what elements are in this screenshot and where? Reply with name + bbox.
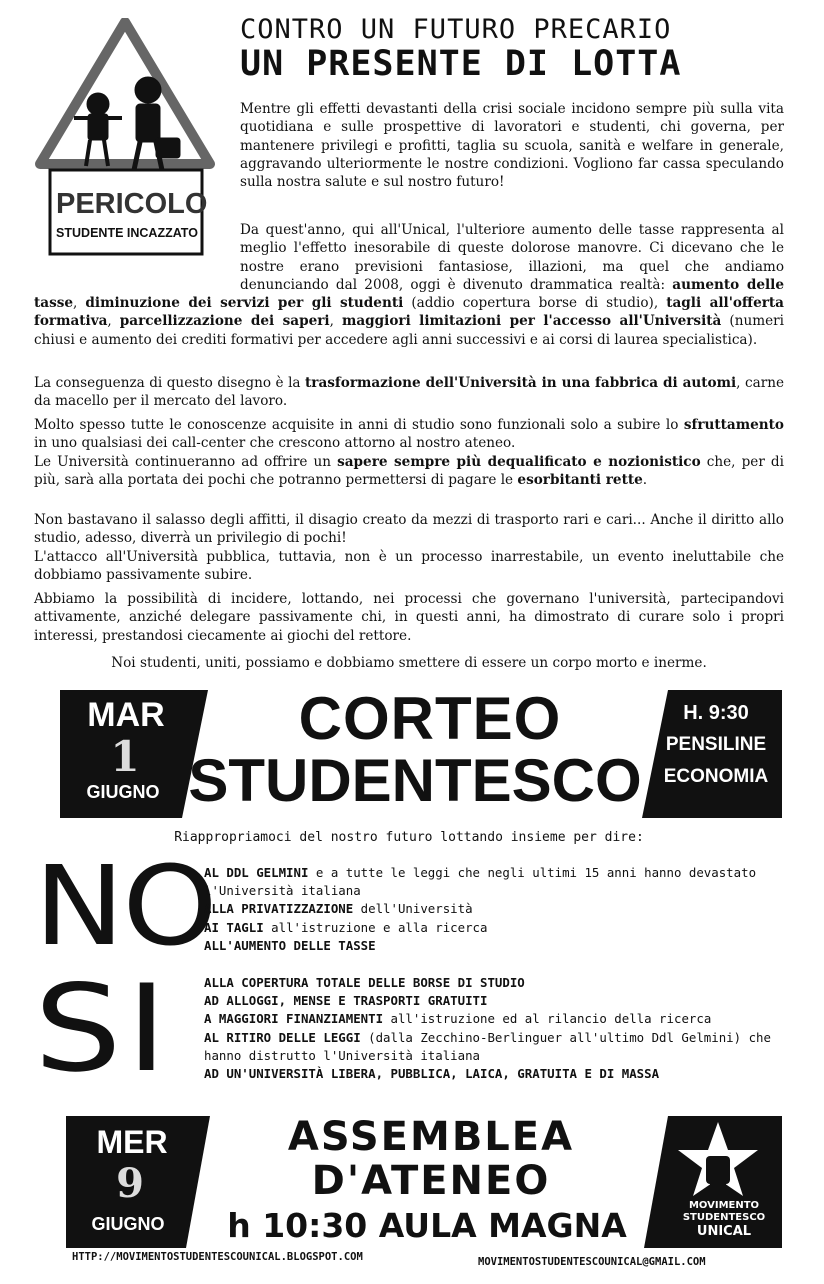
si-item-1 [204,974,784,992]
paragraph-3-end: , carne da macello per il mercato del lavoro. [34,375,784,410]
logo-sign-word: PERICOLO [56,188,208,220]
paragraph-2-end: (numeri chiusi e aumento dei crediti formativi per accedere agli anni successivi e ai corsi di laurea specialistica). [34,313,784,348]
emphasis-tagli: tagli all'offerta formativa [34,295,784,330]
si-item-5-bold: AD UN'UNIVERSITÀ LIBERA, PUBBLICA, LAICA, GRATUITA E DI MASSA [204,1066,660,1082]
separator: , [329,313,342,330]
paragraph-5-mid: che, per di più, sarà alla portata dei pochi che potranno permettersi di pagare le [34,454,784,489]
no-item-3 [204,919,784,937]
paragraph-2-full [34,221,784,349]
separator: , [73,295,86,312]
emphasis-fabbrica: trasformazione dell'Università in una fabbrica di automi [305,375,737,391]
assemblea-month: GIUGNO [91,1214,165,1234]
intro-line: Riappropriamoci del nostro futuro lottando insieme per dire: [174,830,644,845]
paragraph-1 [240,100,784,191]
si-list [204,974,784,1083]
si-item-3-rest: all'istruzione ed al rilancio della ricerca [383,1011,712,1027]
paragraph-5 [34,453,784,490]
paragraph-1-text: Mentre gli effetti devastanti della crisi sociale incidono sempre più sulla vita quotidiana e sulle prospettive di lavoratori e studenti, chi governa, per mantenere privilegi e profitti, taglia su scuola, sanità e welfare in generale, aggravando ulteriormente le nostre condizioni. Vogliono far cassa speculando sulla nostra salute e sul nostro futuro! [240,101,784,191]
no-item-2-rest: dell'Università [353,901,473,917]
headline-line-1: CONTRO UN FUTURO PRECARIO [240,14,672,45]
corteo-day: MAR [87,696,165,734]
si-word: SI [34,960,172,1099]
headline-line-2: UN PRESENTE DI LOTTA [240,44,682,84]
si-item-2 [204,992,784,1010]
org-name-2: STUDENTESCO [682,1212,766,1223]
closing-line-text: Noi studenti, uniti, possiamo e dobbiamo smettere di essere un corpo morto e inerme. [111,655,707,671]
footer-website-link[interactable]: HTTP://MOVIMENTOSTUDENTESCOUNICAL.BLOGSPOT.COM [72,1251,363,1263]
paragraph-3-start: La conseguenza di questo disegno è la [34,375,306,391]
no-item-2 [204,900,784,918]
si-item-4-bold: AL RITIRO DELLE LEGGI [204,1029,361,1045]
no-item-2-bold: ALLA PRIVATIZZAZIONE [204,901,354,917]
org-name-3: UNICAL [696,1224,752,1239]
paragraph-2-note: (addio copertura borse di studio), [403,295,667,312]
paragraph-8-text: Abbiamo la possibilità di incidere, lottando, nei processi che governano l'università, partecipandovi attivamente, anziché delegare passivamente chi, in questi anni, ha dimostrato di curare solo i propri interessi, prestandosi ciecamente ai giochi del rettore. [34,591,784,644]
assemblea-when: h 10:30 AULA MAGNA [227,1206,627,1245]
no-item-1-bold: AL DDL GELMINI [204,865,309,880]
emphasis-rette: esorbitanti rette [517,472,643,489]
emphasis-sfruttamento: sfruttamento [683,417,784,433]
emphasis-servizi: diminuzione dei servizi per gli studenti [85,295,404,312]
si-item-5 [204,1065,784,1083]
emphasis-sapere: sapere sempre più dequalificato e nozionistico [337,454,701,470]
si-item-3 [204,1010,784,1028]
no-item-4-bold: ALL'AUMENTO DELLE TASSE [204,937,376,953]
paragraph-7-text: L'attacco all'Università pubblica, tuttavia, non è un processo inarrestabile, un evento ineluttabile che dobbiamo passivamente subire. [34,549,784,584]
no-item-3-rest: all'istruzione e alla ricerca [263,919,488,935]
paragraph-2-intro: Da quest'anno, qui all'Unical, l'ulteriore aumento delle tasse rappresenta al meglio l'effetto inesorabile di queste dolorose manovre. Ci dicevano che le nostre erano previsioni fantasiose, illazioni, ma quel che andiamo denunciando dal 2008, oggi è divenuto drammatica realtà: [240,222,784,293]
paragraph-6 [34,511,784,548]
corteo-place-2: ECONOMIA [663,766,769,787]
corteo-time: H. 9:30 [683,702,749,724]
no-item-1 [204,864,784,900]
corteo-banner [60,685,782,818]
emphasis-saperi: parcellizzazione dei saperi [119,313,330,330]
no-list [204,864,784,955]
logo-sign-subtitle: STUDENTE INCAZZATO [56,226,198,240]
paragraph-5-end: . [642,472,648,489]
no-item-3-bold: AI TAGLI [204,919,264,935]
paragraph-4-start: Molto spesso tutte le conoscenze acquisite in anni di studio sono funzionali solo a subire lo [34,417,684,433]
org-name-1: MOVIMENTO [688,1200,760,1211]
si-item-3-bold: A MAGGIORI FINANZIAMENTI [204,1011,384,1027]
footer-email-link[interactable]: MOVIMENTOSTUDENTESCOUNICAL@GMAIL.COM [478,1256,706,1268]
no-item-1-rest: e a tutte le leggi che negli ultimi 15 anni hanno devastato l'Università italiana [204,865,757,899]
assemblea-day: MER [96,1124,168,1160]
si-item-2-bold: AD ALLOGGI, MENSE E TRASPORTI GRATUITI [204,993,488,1009]
paragraph-6-text: Non bastavano il salasso degli affitti, il disagio creato da mezzi di trasporto rari e cari... Anche il diritto allo studio, adesso, diverrà un privilegio di pochi! [34,512,784,547]
corteo-place-1: PENSILINE [665,734,767,755]
paragraph-4-end: in uno qualsiasi dei call-center che crescono attorno al nostro ateneo. [34,435,516,452]
emphasis-tasse: aumento delle tasse [34,276,784,312]
assemblea-banner [66,1116,782,1248]
separator: , [107,313,120,330]
assemblea-title-2: D'ATENEO [311,1158,551,1204]
assemblea-title-1: ASSEMBLEA [287,1114,575,1160]
emphasis-limitazioni: maggiori limitazioni per l'accesso all'Università [341,313,722,330]
no-word: NO [34,842,216,970]
paragraph-3 [34,374,784,411]
corteo-date: 1 [110,732,140,781]
si-item-4 [204,1029,784,1065]
closing-line [34,654,784,672]
si-item-1-bold: ALLA COPERTURA TOTALE DELLE BORSE DI STUDIO [204,975,525,990]
corteo-title-1: CORTEO [298,685,562,752]
corteo-title-2: STUDENTESCO [188,747,642,814]
paragraph-8 [34,590,784,645]
assemblea-date: 9 [116,1160,144,1207]
paragraph-4 [34,416,784,453]
paragraph-7 [34,548,784,585]
si-item-4-rest: (dalla Zecchino-Berlinguer all'ultimo Ddl Gelmini) che hanno distrutto l'Università italiana [204,1029,771,1063]
corteo-month: GIUGNO [86,782,160,802]
no-item-4 [204,937,784,955]
paragraph-5-start: Le Università continueranno ad offrire un [34,454,338,470]
